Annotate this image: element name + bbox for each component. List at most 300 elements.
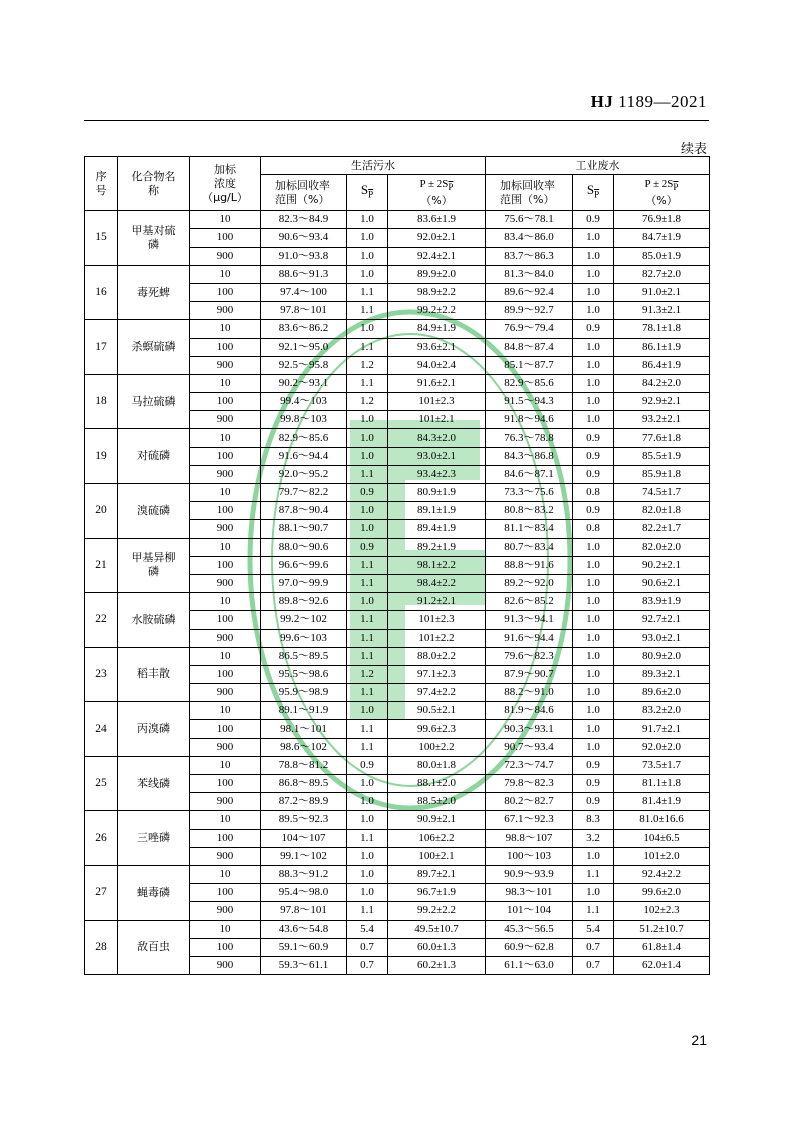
domestic-range-cell: 99.6～103: [261, 629, 347, 647]
domestic-sp-cell: 1.1: [347, 647, 388, 665]
industrial-range-cell: 98.8～107: [486, 829, 573, 847]
conc-cell: 100: [190, 720, 261, 738]
domestic-sp-cell: 1.0: [347, 502, 388, 520]
industrial-p2s-cell: 78.1±1.8: [614, 320, 710, 338]
domestic-sp-cell: 1.1: [347, 283, 388, 301]
domestic-p2s-cell: 89.9±2.0: [388, 265, 486, 283]
industrial-p2s-cell: 83.2±2.0: [614, 702, 710, 720]
industrial-sp-cell: 1.1: [573, 865, 614, 883]
domestic-range-cell: 89.5～92.3: [261, 811, 347, 829]
domestic-range-cell: 104～107: [261, 829, 347, 847]
industrial-sp-cell: 5.4: [573, 920, 614, 938]
domestic-p2s-cell: 89.7±2.1: [388, 865, 486, 883]
seq-cell: 20: [85, 484, 118, 539]
domestic-range-cell: 43.6～54.8: [261, 920, 347, 938]
compound-name-cell: 马拉硫磷: [118, 374, 190, 429]
domestic-range-cell: 89.1～91.9: [261, 702, 347, 720]
domestic-sp-cell: 1.1: [347, 374, 388, 392]
industrial-sp-cell: 1.0: [573, 884, 614, 902]
table-row: [85, 702, 710, 720]
domestic-sp-cell: 1.0: [347, 447, 388, 465]
industrial-sp-cell: 8.3: [573, 811, 614, 829]
domestic-range-cell: 92.1～95.0: [261, 338, 347, 356]
conc-cell: 100: [190, 665, 261, 683]
domestic-range-cell: 99.8～103: [261, 411, 347, 429]
industrial-range-cell: 88.2～91.0: [486, 684, 573, 702]
conc-cell: 900: [190, 793, 261, 811]
industrial-range-cell: 98.3～101: [486, 884, 573, 902]
industrial-range-cell: 91.6～94.4: [486, 629, 573, 647]
industrial-p2s-cell: 93.2±2.1: [614, 411, 710, 429]
domestic-sp-cell: 1.0: [347, 865, 388, 883]
domestic-sp-cell: 1.2: [347, 665, 388, 683]
industrial-range-cell: 81.1～83.4: [486, 520, 573, 538]
conc-cell: 10: [190, 320, 261, 338]
industrial-p2s-cell: 84.2±2.0: [614, 374, 710, 392]
domestic-range-cell: 82.9～85.6: [261, 429, 347, 447]
domestic-range-cell: 83.6～86.2: [261, 320, 347, 338]
compound-name-cell: 稻丰散: [118, 647, 190, 702]
standard-code: [591, 92, 707, 112]
domestic-p2s-cell: 90.9±2.1: [388, 811, 486, 829]
seq-cell: 17: [85, 320, 118, 375]
industrial-sp-cell: 1.0: [573, 374, 614, 392]
industrial-p2s-cell: 93.0±2.1: [614, 629, 710, 647]
domestic-range-cell: 88.0～90.6: [261, 538, 347, 556]
domestic-range-cell: 88.1～90.7: [261, 520, 347, 538]
domestic-sp-cell: 1.1: [347, 902, 388, 920]
seq-cell: 27: [85, 865, 118, 920]
domestic-p2s-cell: 92.4±2.1: [388, 247, 486, 265]
conc-cell: 100: [190, 884, 261, 902]
domestic-p2s-cell: 88.0±2.2: [388, 647, 486, 665]
conc-cell: 10: [190, 538, 261, 556]
industrial-p2s-cell: 82.2±1.7: [614, 520, 710, 538]
industrial-range-cell: 82.6～85.2: [486, 593, 573, 611]
industrial-range-cell: 76.3～78.8: [486, 429, 573, 447]
compound-name-cell: 敌百虫: [118, 920, 190, 975]
industrial-p2s-cell: 84.7±1.9: [614, 229, 710, 247]
domestic-p2s-cell: 89.4±1.9: [388, 520, 486, 538]
domestic-sp-cell: 1.0: [347, 211, 388, 229]
industrial-range-cell: 90.7～93.4: [486, 738, 573, 756]
conc-cell: 900: [190, 629, 261, 647]
domestic-range-cell: 88.6～91.3: [261, 265, 347, 283]
domestic-p2s-cell: 49.5±10.7: [388, 920, 486, 938]
domestic-range-cell: 97.0～99.9: [261, 574, 347, 592]
conc-cell: 100: [190, 393, 261, 411]
conc-cell: 10: [190, 374, 261, 392]
industrial-p2s-cell: 90.6±2.1: [614, 574, 710, 592]
compound-name-cell: 蝇毒磷: [118, 865, 190, 920]
group-industrial-header: 工业废水: [486, 157, 710, 175]
industrial-range-header: 加标回收率范围（%）: [486, 175, 573, 211]
table-row: [85, 320, 710, 338]
industrial-range-cell: 90.3～93.1: [486, 720, 573, 738]
seq-cell: 18: [85, 374, 118, 429]
industrial-p2s-cell: 86.4±1.9: [614, 356, 710, 374]
industrial-p2s-cell: 83.9±1.9: [614, 593, 710, 611]
domestic-sp-cell: 1.1: [347, 574, 388, 592]
conc-cell: 900: [190, 574, 261, 592]
domestic-p2s-cell: 99.2±2.2: [388, 902, 486, 920]
domestic-p2s-cell: 91.6±2.1: [388, 374, 486, 392]
industrial-p2s-cell: 91.7±2.1: [614, 720, 710, 738]
col-compound-header: 化合物名称: [118, 157, 190, 211]
table-row: [85, 811, 710, 829]
seq-cell: 28: [85, 920, 118, 975]
seq-cell: 16: [85, 265, 118, 320]
industrial-sp-cell: 1.0: [573, 684, 614, 702]
industrial-sp-cell: 1.0: [573, 265, 614, 283]
industrial-p2s-cell: 102±2.3: [614, 902, 710, 920]
domestic-p2s-cell: 89.2±1.9: [388, 538, 486, 556]
domestic-p2s-cell: 96.7±1.9: [388, 884, 486, 902]
industrial-sp-cell: 0.9: [573, 502, 614, 520]
industrial-sp-cell: 1.0: [573, 338, 614, 356]
conc-cell: 100: [190, 447, 261, 465]
domestic-sp-cell: 1.0: [347, 702, 388, 720]
domestic-range-cell: 87.8～90.4: [261, 502, 347, 520]
industrial-sp-cell: 1.0: [573, 356, 614, 374]
domestic-p2s-cell: 84.9±1.9: [388, 320, 486, 338]
domestic-sp-cell: 0.7: [347, 956, 388, 974]
page-number: 21: [691, 1032, 707, 1048]
domestic-sp-cell: 1.0: [347, 429, 388, 447]
compound-name-cell: 对硫磷: [118, 429, 190, 484]
domestic-p2s-cell: 99.6±2.3: [388, 720, 486, 738]
domestic-sp-cell: 1.0: [347, 520, 388, 538]
industrial-p2s-cell: 82.0±2.0: [614, 538, 710, 556]
compound-name-cell: 杀螟硫磷: [118, 320, 190, 375]
industrial-sp-cell: 1.0: [573, 574, 614, 592]
table-row: [85, 265, 710, 283]
conc-cell: 100: [190, 229, 261, 247]
domestic-sp-cell: 1.2: [347, 393, 388, 411]
industrial-sp-cell: 1.0: [573, 411, 614, 429]
industrial-range-cell: 88.8～91.6: [486, 556, 573, 574]
conc-cell: 900: [190, 302, 261, 320]
conc-cell: 10: [190, 265, 261, 283]
table-row: [85, 429, 710, 447]
industrial-range-cell: 79.6～82.3: [486, 647, 573, 665]
domestic-sp-cell: 0.9: [347, 756, 388, 774]
industrial-sp-cell: 1.0: [573, 665, 614, 683]
table-row: [85, 374, 710, 392]
conc-cell: 100: [190, 556, 261, 574]
domestic-range-header: 加标回收率范围（%）: [261, 175, 347, 211]
domestic-sp-cell: 1.0: [347, 265, 388, 283]
table-body: [85, 211, 710, 975]
industrial-sp-cell: 1.0: [573, 738, 614, 756]
compound-name-cell: 甲基异柳磷: [118, 538, 190, 593]
seq-cell: 19: [85, 429, 118, 484]
compound-name-cell: 溴硫磷: [118, 484, 190, 539]
conc-cell: 10: [190, 702, 261, 720]
domestic-p2s-cell: 101±2.2: [388, 629, 486, 647]
industrial-sp-cell: 1.0: [573, 538, 614, 556]
industrial-range-cell: 84.8～87.4: [486, 338, 573, 356]
industrial-range-cell: 84.3～86.8: [486, 447, 573, 465]
domestic-range-cell: 79.7～82.2: [261, 484, 347, 502]
domestic-sp-cell: 1.1: [347, 629, 388, 647]
col-seq-header: 序号: [85, 157, 118, 211]
seq-cell: 25: [85, 756, 118, 811]
industrial-sp-cell: 1.0: [573, 393, 614, 411]
domestic-p2s-cell: 97.1±2.3: [388, 665, 486, 683]
domestic-sp-cell: 1.0: [347, 320, 388, 338]
industrial-range-cell: 80.8～83.2: [486, 502, 573, 520]
domestic-sp-header: $S_{\overline{P}}$: [347, 175, 388, 211]
industrial-p2s-cell: 81.4±1.9: [614, 793, 710, 811]
industrial-range-cell: 84.6～87.1: [486, 465, 573, 483]
industrial-sp-header: $S_{\overline{P}}$: [573, 175, 614, 211]
compound-name-cell: 丙溴磷: [118, 702, 190, 757]
conc-cell: 100: [190, 775, 261, 793]
industrial-range-cell: 83.4～86.0: [486, 229, 573, 247]
seq-cell: 22: [85, 593, 118, 648]
conc-cell: 900: [190, 847, 261, 865]
industrial-p2s-cell: 74.5±1.7: [614, 484, 710, 502]
industrial-sp-cell: 0.7: [573, 938, 614, 956]
conc-cell: 900: [190, 520, 261, 538]
domestic-p2s-header: $P \pm 2S_{\overline{P}}$ （%）: [388, 175, 486, 211]
conc-cell: 10: [190, 429, 261, 447]
domestic-sp-cell: 1.0: [347, 775, 388, 793]
domestic-range-cell: 99.2～102: [261, 611, 347, 629]
domestic-range-cell: 95.9～98.9: [261, 684, 347, 702]
standard-code-prefix: HJ: [590, 92, 614, 111]
industrial-range-cell: 60.9～62.8: [486, 938, 573, 956]
industrial-range-cell: 45.3～56.5: [486, 920, 573, 938]
industrial-p2s-cell: 85.5±1.9: [614, 447, 710, 465]
industrial-range-cell: 85.1～87.7: [486, 356, 573, 374]
compound-name-cell: 三唑磷: [118, 811, 190, 866]
domestic-p2s-cell: 93.4±2.3: [388, 465, 486, 483]
domestic-range-cell: 92.5～95.8: [261, 356, 347, 374]
industrial-p2s-cell: 51.2±10.7: [614, 920, 710, 938]
industrial-sp-cell: 1.0: [573, 302, 614, 320]
table-row: [85, 865, 710, 883]
industrial-sp-cell: 0.8: [573, 484, 614, 502]
domestic-p2s-cell: 90.5±2.1: [388, 702, 486, 720]
domestic-sp-cell: 1.1: [347, 556, 388, 574]
conc-cell: 10: [190, 920, 261, 938]
domestic-range-cell: 86.8～89.5: [261, 775, 347, 793]
industrial-sp-cell: 1.0: [573, 283, 614, 301]
industrial-p2s-cell: 81.1±1.8: [614, 775, 710, 793]
conc-cell: 100: [190, 938, 261, 956]
industrial-range-cell: 91.3～94.1: [486, 611, 573, 629]
domestic-range-cell: 59.1～60.9: [261, 938, 347, 956]
industrial-sp-cell: 0.9: [573, 211, 614, 229]
domestic-p2s-cell: 99.2±2.2: [388, 302, 486, 320]
domestic-p2s-cell: 60.0±1.3: [388, 938, 486, 956]
domestic-range-cell: 91.0～93.8: [261, 247, 347, 265]
conc-cell: 900: [190, 684, 261, 702]
table-row: [85, 756, 710, 774]
domestic-range-cell: 59.3～61.1: [261, 956, 347, 974]
industrial-sp-cell: 0.9: [573, 429, 614, 447]
domestic-range-cell: 99.1～102: [261, 847, 347, 865]
domestic-sp-cell: 1.1: [347, 829, 388, 847]
industrial-p2s-cell: 81.0±16.6: [614, 811, 710, 829]
domestic-range-cell: 90.2～93.1: [261, 374, 347, 392]
domestic-p2s-cell: 88.1±2.0: [388, 775, 486, 793]
standard-code-number: 1189—2021: [618, 92, 707, 111]
industrial-range-cell: 61.1～63.0: [486, 956, 573, 974]
conc-cell: 10: [190, 593, 261, 611]
domestic-sp-cell: 1.0: [347, 247, 388, 265]
conc-cell: 900: [190, 738, 261, 756]
industrial-sp-cell: 0.9: [573, 465, 614, 483]
table-row: [85, 647, 710, 665]
domestic-sp-cell: 1.0: [347, 847, 388, 865]
domestic-sp-cell: 1.1: [347, 611, 388, 629]
industrial-range-cell: 90.9～93.9: [486, 865, 573, 883]
industrial-p2s-cell: 73.5±1.7: [614, 756, 710, 774]
industrial-sp-cell: 1.0: [573, 593, 614, 611]
industrial-p2s-cell: 80.9±2.0: [614, 647, 710, 665]
domestic-range-cell: 91.6～94.4: [261, 447, 347, 465]
domestic-range-cell: 88.3～91.2: [261, 865, 347, 883]
seq-cell: 23: [85, 647, 118, 702]
industrial-p2s-cell: 101±2.0: [614, 847, 710, 865]
conc-cell: 900: [190, 411, 261, 429]
domestic-p2s-cell: 98.4±2.2: [388, 574, 486, 592]
industrial-range-cell: 81.9～84.6: [486, 702, 573, 720]
industrial-p2s-cell: 85.9±1.8: [614, 465, 710, 483]
seq-cell: 15: [85, 211, 118, 266]
industrial-sp-cell: 0.9: [573, 775, 614, 793]
domestic-sp-cell: 1.1: [347, 738, 388, 756]
domestic-range-cell: 87.2～89.9: [261, 793, 347, 811]
domestic-p2s-cell: 106±2.2: [388, 829, 486, 847]
conc-cell: 900: [190, 356, 261, 374]
industrial-sp-cell: 1.0: [573, 229, 614, 247]
domestic-range-cell: 97.4～100: [261, 283, 347, 301]
conc-cell: 900: [190, 247, 261, 265]
domestic-range-cell: 78.8～81.2: [261, 756, 347, 774]
industrial-p2s-cell: 61.8±1.4: [614, 938, 710, 956]
industrial-p2s-cell: 82.0±1.8: [614, 502, 710, 520]
conc-cell: 900: [190, 465, 261, 483]
table-row: [85, 538, 710, 556]
domestic-p2s-cell: 101±2.3: [388, 393, 486, 411]
domestic-range-cell: 98.1～101: [261, 720, 347, 738]
industrial-p2s-cell: 91.0±2.1: [614, 283, 710, 301]
conc-cell: 100: [190, 502, 261, 520]
conc-cell: 10: [190, 484, 261, 502]
domestic-p2s-cell: 98.9±2.2: [388, 283, 486, 301]
domestic-sp-cell: 1.2: [347, 356, 388, 374]
industrial-sp-cell: 1.0: [573, 647, 614, 665]
domestic-p2s-cell: 89.1±1.9: [388, 502, 486, 520]
domestic-p2s-cell: 91.2±2.1: [388, 593, 486, 611]
industrial-sp-cell: 0.8: [573, 520, 614, 538]
domestic-sp-cell: 1.0: [347, 593, 388, 611]
industrial-p2s-cell: 90.2±2.1: [614, 556, 710, 574]
industrial-p2s-cell: 104±6.5: [614, 829, 710, 847]
industrial-p2s-cell: 76.9±1.8: [614, 211, 710, 229]
domestic-range-cell: 86.5～89.5: [261, 647, 347, 665]
industrial-range-cell: 91.8～94.6: [486, 411, 573, 429]
industrial-p2s-cell: 89.6±2.0: [614, 684, 710, 702]
domestic-sp-cell: 5.4: [347, 920, 388, 938]
domestic-range-cell: 97.8～101: [261, 302, 347, 320]
seq-cell: 21: [85, 538, 118, 593]
conc-cell: 100: [190, 283, 261, 301]
table-row: [85, 484, 710, 502]
industrial-range-cell: 72.3～74.7: [486, 756, 573, 774]
seq-cell: 26: [85, 811, 118, 866]
domestic-p2s-cell: 93.6±2.1: [388, 338, 486, 356]
table-row: [85, 211, 710, 229]
industrial-range-cell: 83.7～86.3: [486, 247, 573, 265]
industrial-range-cell: 101～104: [486, 902, 573, 920]
domestic-sp-cell: 1.1: [347, 684, 388, 702]
conc-cell: 10: [190, 865, 261, 883]
industrial-sp-cell: 1.0: [573, 611, 614, 629]
domestic-p2s-cell: 94.0±2.4: [388, 356, 486, 374]
conc-cell: 900: [190, 956, 261, 974]
industrial-range-cell: 100～103: [486, 847, 573, 865]
domestic-sp-cell: 1.1: [347, 720, 388, 738]
domestic-sp-cell: 1.0: [347, 793, 388, 811]
industrial-sp-cell: 0.7: [573, 956, 614, 974]
domestic-range-cell: 92.0～95.2: [261, 465, 347, 483]
conc-cell: 10: [190, 811, 261, 829]
industrial-range-cell: 75.6～78.1: [486, 211, 573, 229]
industrial-sp-cell: 0.9: [573, 756, 614, 774]
industrial-p2s-cell: 82.7±2.0: [614, 265, 710, 283]
recovery-table: [84, 156, 710, 975]
domestic-sp-cell: 0.9: [347, 538, 388, 556]
industrial-range-cell: 82.9～85.6: [486, 374, 573, 392]
compound-name-cell: 甲基对硫磷: [118, 211, 190, 266]
industrial-p2s-cell: 91.3±2.1: [614, 302, 710, 320]
domestic-range-cell: 89.8～92.6: [261, 593, 347, 611]
industrial-range-cell: 87.9～90.7: [486, 665, 573, 683]
industrial-sp-cell: 1.0: [573, 847, 614, 865]
industrial-sp-cell: 3.2: [573, 829, 614, 847]
conc-cell: 100: [190, 338, 261, 356]
continued-label: 续表: [680, 142, 707, 157]
domestic-range-cell: 95.5～98.6: [261, 665, 347, 683]
table-row: [85, 920, 710, 938]
domestic-sp-cell: 0.7: [347, 938, 388, 956]
industrial-sp-cell: 1.0: [573, 629, 614, 647]
table-row: [85, 593, 710, 611]
domestic-sp-cell: 1.0: [347, 811, 388, 829]
industrial-p2s-cell: 92.9±2.1: [614, 393, 710, 411]
compound-name-cell: 苯线磷: [118, 756, 190, 811]
domestic-p2s-cell: 84.3±2.0: [388, 429, 486, 447]
col-conc-header: 加标浓度 （μg/L）: [190, 157, 261, 211]
group-domestic-header: 生活污水: [261, 157, 486, 175]
domestic-p2s-cell: 83.6±1.9: [388, 211, 486, 229]
industrial-sp-cell: 1.0: [573, 247, 614, 265]
industrial-p2s-header: $P \pm 2S_{\overline{P}}$ （%）: [614, 175, 710, 211]
conc-cell: 100: [190, 829, 261, 847]
conc-cell: 10: [190, 211, 261, 229]
domestic-range-cell: 98.6～102: [261, 738, 347, 756]
domestic-p2s-cell: 93.0±2.1: [388, 447, 486, 465]
domestic-sp-cell: 1.1: [347, 338, 388, 356]
conc-cell: 10: [190, 647, 261, 665]
domestic-range-cell: 95.4～98.0: [261, 884, 347, 902]
compound-name-cell: 毒死蜱: [118, 265, 190, 320]
